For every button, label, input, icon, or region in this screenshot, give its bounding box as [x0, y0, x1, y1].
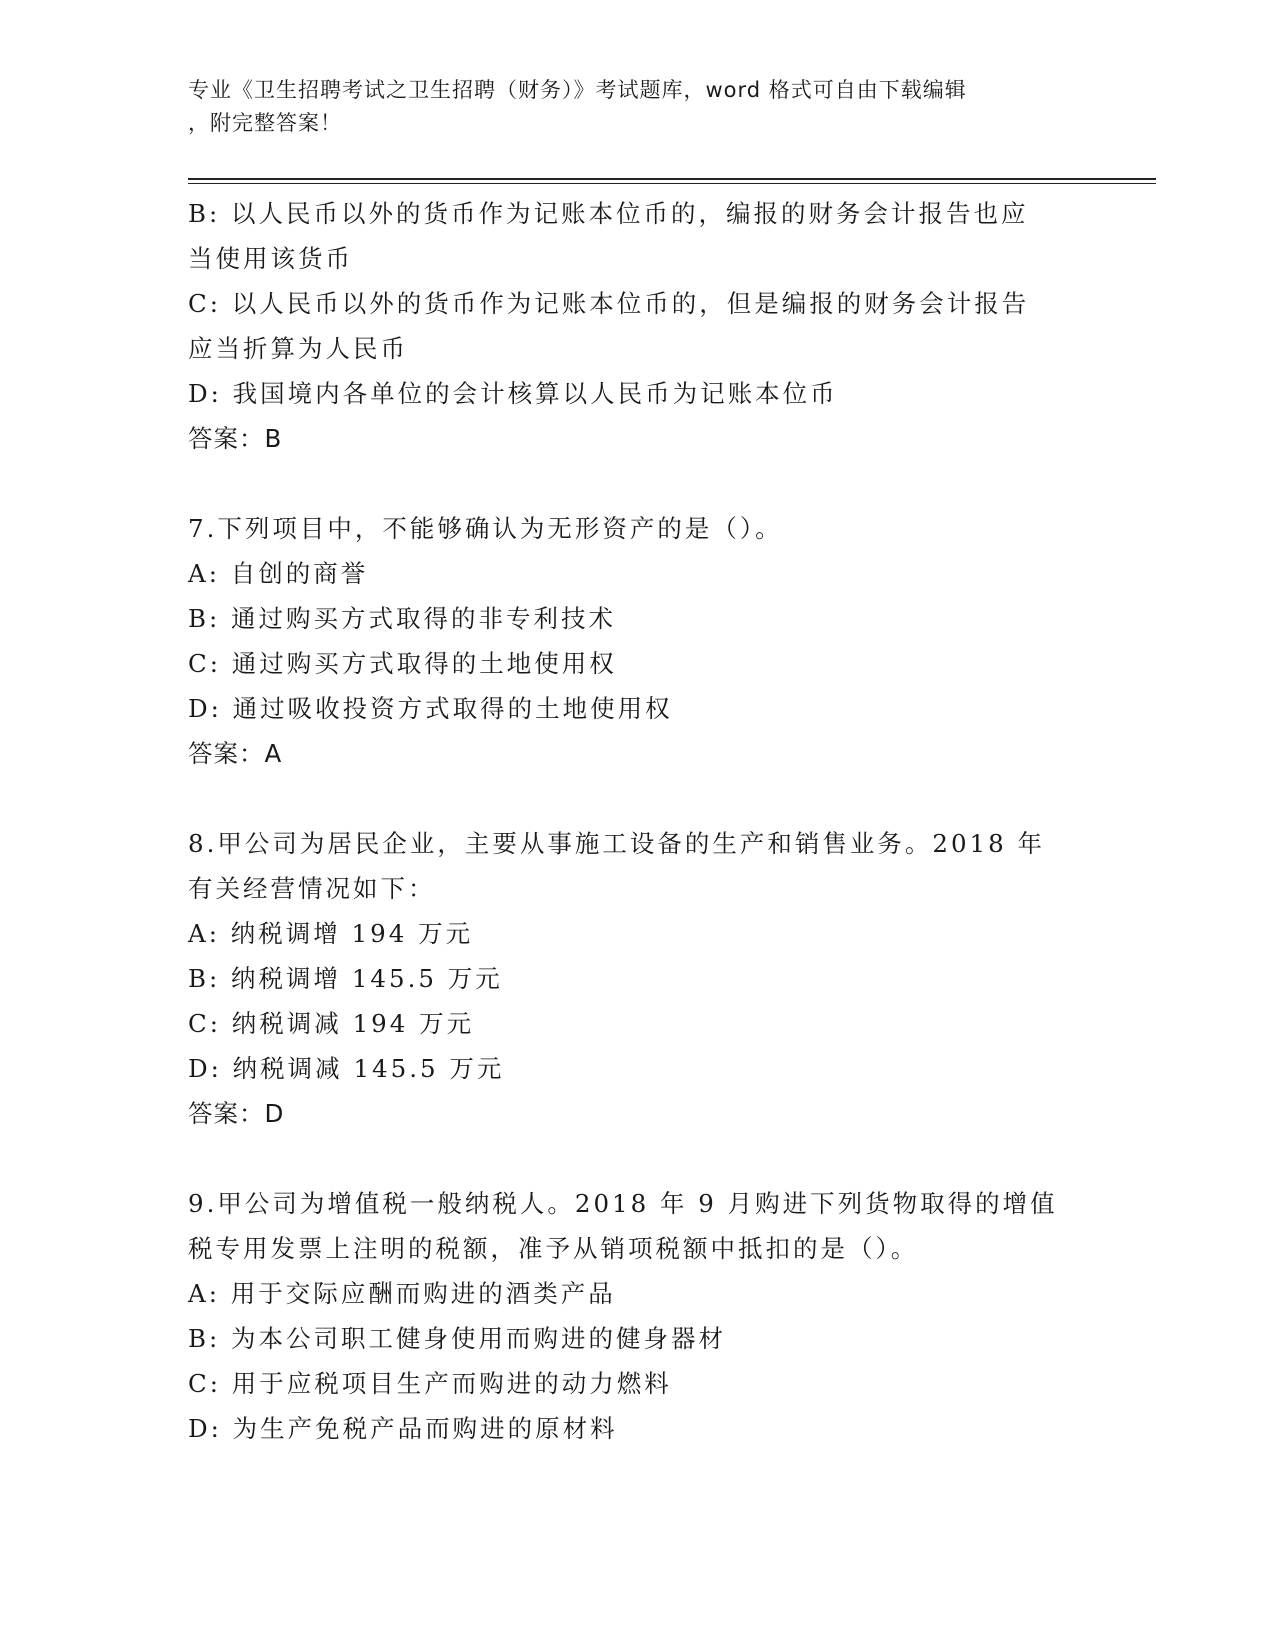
q7-question: 7.下列项目中，不能够确认为无形资产的是（）。 — [188, 514, 783, 543]
q7-option-a: A: 自创的商誉 — [188, 559, 369, 588]
q8-option-c: C: 纳税调减 194 万元 — [188, 1009, 475, 1038]
q9-option-d: D: 为生产免税产品而购进的原材料 — [188, 1414, 618, 1443]
question-9 — [188, 1181, 1088, 1451]
q6-answer: 答案：B — [188, 424, 283, 453]
header-rule-thin — [188, 183, 1156, 184]
q8-option-d: D: 纳税调减 145.5 万元 — [188, 1054, 505, 1083]
document-header — [188, 74, 1068, 140]
q7-option-b: B: 通过购买方式取得的非专利技术 — [188, 604, 617, 633]
q6-option-d: D: 我国境内各单位的会计核算以人民币为记账本位币 — [188, 379, 838, 408]
q9-option-b: B: 为本公司职工健身使用而购进的健身器材 — [188, 1324, 727, 1353]
spacer — [188, 1136, 1088, 1181]
q7-answer: 答案：A — [188, 739, 283, 768]
q6-option-b-line1: B: 以人民币以外的货币作为记账本位币的，编报的财务会计报告也应 — [188, 199, 1029, 228]
header-line-2: ，附完整答案！ — [188, 111, 342, 135]
question-7 — [188, 506, 1088, 776]
q9-question-line2: 税专用发票上注明的税额，准予从销项税额中抵扣的是（）。 — [188, 1234, 919, 1263]
q6-option-c-line1: C: 以人民币以外的货币作为记账本位币的，但是编报的财务会计报告 — [188, 289, 1030, 318]
q9-option-a: A: 用于交际应酬而购进的酒类产品 — [188, 1279, 616, 1308]
q8-question-line1: 8.甲公司为居民企业，主要从事施工设备的生产和销售业务。2018 年 — [188, 829, 1046, 858]
question-6 — [188, 191, 1088, 461]
q9-question-line1: 9.甲公司为增值税一般纳税人。2018 年 9 月购进下列货物取得的增值 — [188, 1189, 1058, 1218]
question-8 — [188, 821, 1088, 1136]
q6-option-c-line2: 应当折算为人民币 — [188, 334, 408, 363]
header-line-1: 专业《卫生招聘考试之卫生招聘（财务）》考试题库，word 格式可自由下载编辑 — [188, 78, 967, 102]
q8-option-b: B: 纳税调增 145.5 万元 — [188, 964, 503, 993]
spacer — [188, 776, 1088, 821]
q8-option-a: A: 纳税调增 194 万元 — [188, 919, 474, 948]
document-body — [188, 191, 1088, 1451]
q8-question-line2: 有关经营情况如下： — [188, 874, 436, 903]
q9-option-c: C: 用于应税项目生产而购进的动力燃料 — [188, 1369, 672, 1398]
q7-option-d: D: 通过吸收投资方式取得的土地使用权 — [188, 694, 673, 723]
q6-option-b-line2: 当使用该货币 — [188, 244, 353, 273]
q8-answer: 答案：D — [188, 1099, 285, 1128]
spacer — [188, 461, 1088, 506]
q7-option-c: C: 通过购买方式取得的土地使用权 — [188, 649, 617, 678]
header-rule-thick — [188, 178, 1156, 180]
